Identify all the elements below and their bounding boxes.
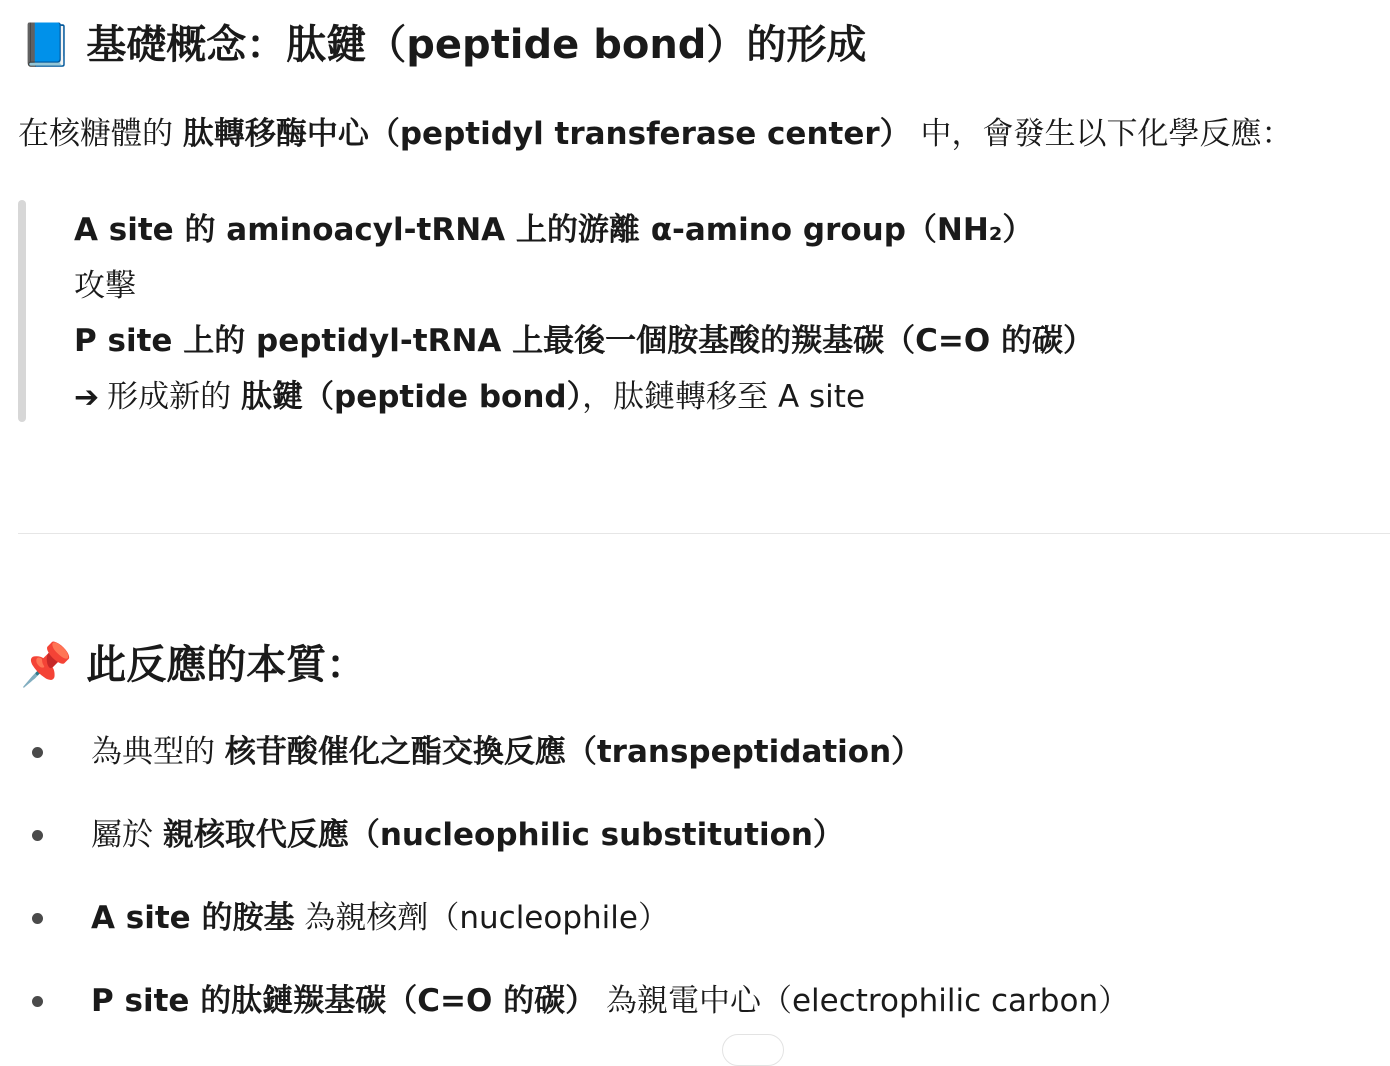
section-title: 基礎概念：肽鍵（peptide bond）的形成 bbox=[86, 22, 867, 68]
bullet-list bbox=[32, 726, 1129, 1058]
list-item-bold: P site 的肽鏈羰基碳（C=O 的碳） bbox=[91, 983, 597, 1019]
list-item bbox=[32, 975, 1129, 1058]
intro-paragraph bbox=[18, 112, 1293, 156]
blue-book-icon: 📘 bbox=[20, 20, 73, 69]
list-item bbox=[32, 892, 1129, 975]
quote-line-2: 攻擊 bbox=[74, 267, 136, 304]
quote-line-1-text: A site 的 aminoacyl-tRNA 上的游離 α-amino group（NH₂） bbox=[74, 212, 1034, 248]
section-heading-reaction-nature bbox=[20, 640, 366, 690]
section-divider bbox=[18, 533, 1390, 534]
quote-line-1 bbox=[74, 206, 1094, 262]
intro-bold-term: 肽轉移酶中心（peptidyl transferase center） bbox=[182, 116, 911, 152]
list-item-prefix: 為典型的 bbox=[91, 734, 225, 770]
blockquote-bar bbox=[18, 200, 26, 422]
bullet-dot bbox=[32, 830, 43, 841]
section-title: 此反應的本質： bbox=[86, 642, 367, 688]
quote-line-4 bbox=[74, 373, 1094, 429]
quote-line-4-bold: 肽鍵（peptide bond） bbox=[241, 378, 583, 415]
list-item-suffix: 為親電中心（electrophilic carbon） bbox=[596, 983, 1130, 1019]
list-item-prefix: 屬於 bbox=[91, 817, 163, 853]
blockquote bbox=[18, 200, 1218, 422]
bullet-dot bbox=[32, 996, 43, 1007]
quote-line-4-suffix: ，肽鏈轉移至 A site bbox=[582, 378, 866, 415]
list-item bbox=[32, 809, 1129, 892]
scroll-to-bottom-button[interactable] bbox=[722, 1034, 784, 1066]
arrow-right-icon: ➔ bbox=[74, 379, 100, 415]
list-item-bold: A site 的胺基 bbox=[91, 900, 295, 936]
list-item-suffix: 為親核劑（nucleophile） bbox=[294, 900, 669, 936]
intro-prefix: 在核糖體的 bbox=[18, 116, 183, 152]
quote-line-3 bbox=[74, 317, 1094, 373]
quote-line-4-prefix: 形成新的 bbox=[107, 378, 241, 415]
section-heading-basic-concept bbox=[20, 20, 866, 70]
quote-line-3-text: P site 上的 peptidyl-tRNA 上最後一個胺基酸的羰基碳（C=O 的碳） bbox=[74, 323, 1095, 359]
bullet-dot bbox=[32, 747, 43, 758]
list-item bbox=[32, 726, 1129, 809]
pushpin-icon: 📌 bbox=[20, 640, 73, 689]
list-item-bold: 核苷酸催化之酯交換反應（transpeptidation） bbox=[224, 734, 923, 770]
bullet-dot bbox=[32, 913, 43, 924]
intro-suffix: 中，會發生以下化學反應： bbox=[910, 116, 1293, 152]
list-item-bold: 親核取代反應（nucleophilic substitution） bbox=[162, 817, 844, 853]
